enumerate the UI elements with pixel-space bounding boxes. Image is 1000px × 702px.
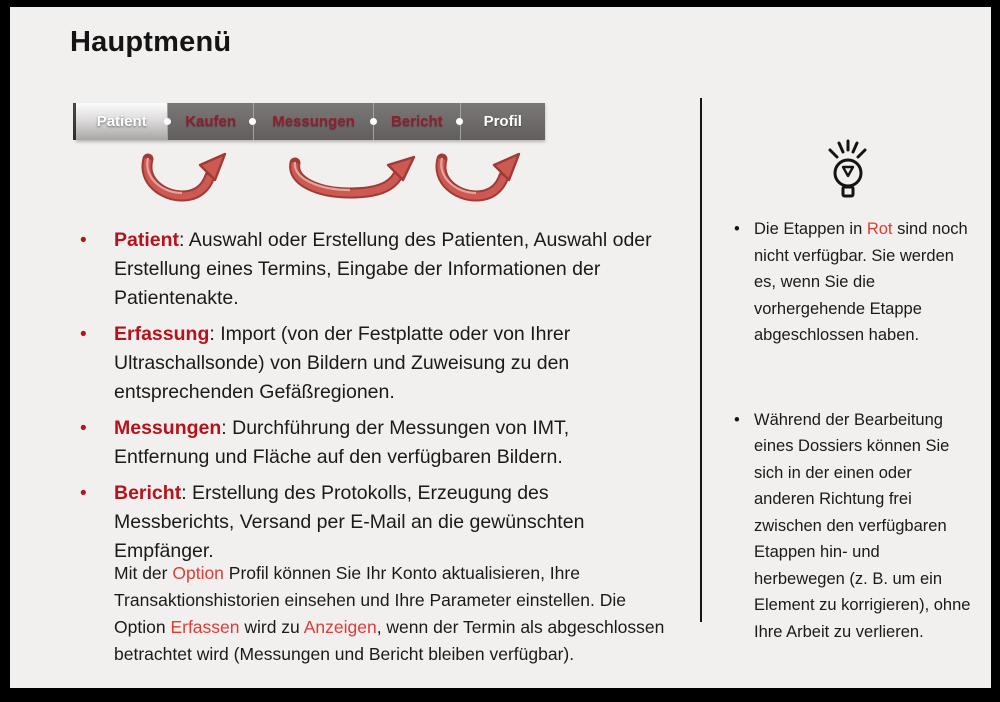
curved-arrow-icon [433,151,523,203]
tips-list [730,216,972,702]
list-item: • Messungen: Durchführung der Messungen von IMT, Entfernung und Fläche auf den verfügbaren Bildern. [78,414,670,472]
list-item: • Während der Bearbeitung eines Dossiers können Sie sich in der einen oder anderen Richtung frei zwischen den verfügbaren Etappen hin- und herbewegen (z. B. um ein Element zu korrigieren), ohne Ihre Arbeit zu verlieren. [730,407,972,646]
profile-note-paragraph: Mit der Option Profil können Sie Ihr Konto aktualisieren, Ihre Transaktionshistorien einsehen und Ihre Parameter einstellen. Die Option Erfassen wird zu Anzeigen, wenn der Termin als abgeschlossen betrachtet wird (Messungen und Bericht bleiben verfügbar). [114,563,665,664]
list-item: • Die Etappen in Rot sind noch nicht verfügbar. Sie werden es, wenn Sie die vorhergehende Etappe abgeschlossen haben. [730,216,972,349]
curved-arrow-icon [286,155,418,201]
tab-bericht-label: Bericht [390,113,443,130]
tab-profil-label: Profil [483,113,522,130]
lightbulb-icon [820,137,874,201]
curved-arrow-icon [139,151,229,203]
tab-patient[interactable] [76,103,167,140]
page-title: Hauptmenü [70,26,232,58]
list-item: • Patient: Auswahl oder Erstellung des Patienten, Auswahl oder Erstellung eines Termins, Eingabe der Informationen der Patientenakte. [78,226,670,313]
tab-separator-dot [456,118,463,125]
menu-description-list [78,226,670,573]
vertical-divider [700,98,702,622]
tab-separator-dot [249,118,256,125]
tab-profil[interactable] [460,103,545,140]
tab-bericht[interactable] [373,103,459,140]
tab-separator-dot [164,118,171,125]
main-menu-bar [76,103,545,140]
tab-separator-dot [370,118,377,125]
tab-messungen-label: Messungen [272,113,355,130]
list-item: • Bericht: Erstellung des Protokolls, Erzeugung des Messberichts, Versand per E-Mail an die gewünschten Empfänger. [78,479,670,566]
list-item: • Erfassung: Import (von der Festplatte oder von Ihrer Ultraschallsonde) von Bildern und Zuweisung zu den entsprechenden Gefäßregionen. [78,320,670,407]
tab-messungen[interactable] [253,103,373,140]
tab-kaufen-label: Kaufen [185,113,237,130]
tab-patient-label: Patient [96,113,147,130]
tab-kaufen[interactable] [167,103,252,140]
